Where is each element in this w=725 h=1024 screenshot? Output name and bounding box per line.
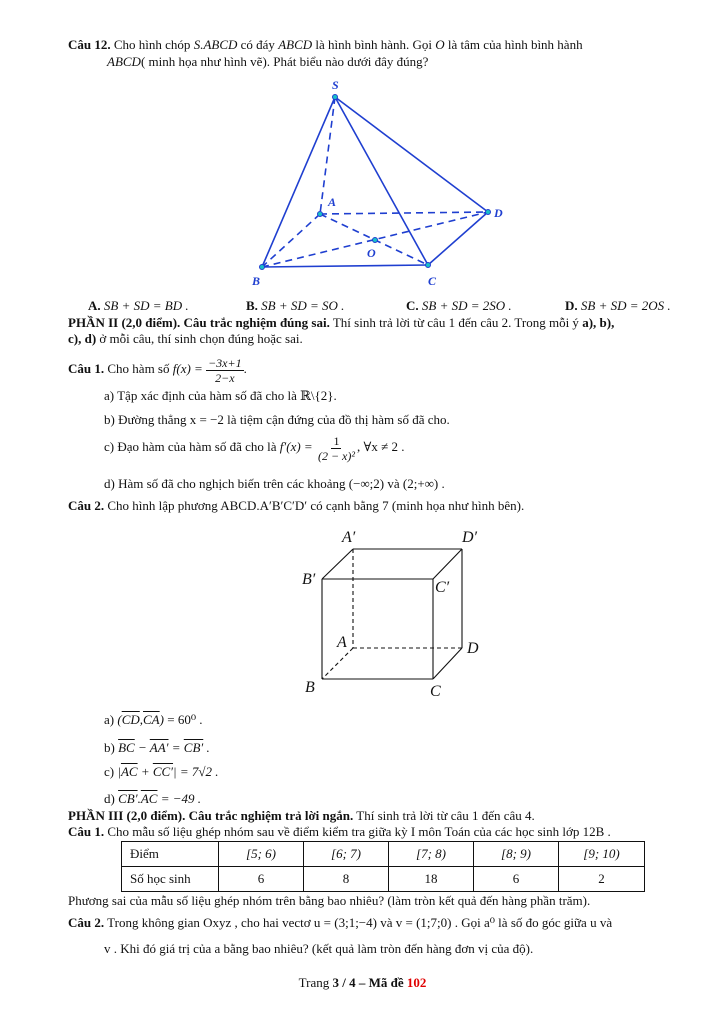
edge-cd [428,212,488,265]
edge-cd [433,648,462,679]
exam-code: 102 [406,975,427,990]
grouped-data-table [121,841,645,892]
edge-sc [335,97,428,265]
part3-q1-question: Phương sai của mẫu số liệu ghép nhóm trên bằng bao nhiêu? (làm tròn kết quả đến hàng phần trăm). [68,893,591,908]
label-o: O [367,246,376,260]
edge-bpap [322,549,353,579]
label-c: C [430,683,441,700]
edge-sd [335,97,488,212]
table-cell: 18 [389,867,474,892]
part2-q2-d: d) $CB'.\overline{AC} = -49$ . [104,791,201,806]
label-b: B [305,679,315,696]
part2-heading: PHẦN II (2,0 điểm). Câu trắc nghiệm đúng sai. Thí sinh trả lời từ câu 1 đến câu 2. Trong mỗi ý a), b), [68,315,615,330]
q12-option-d: D. SB + SD = 2OS . [565,298,671,313]
part2-q2-c: c) $|\overline{AC} + CC'| = 7√2$ . [104,764,219,779]
edge-ab [262,214,320,267]
label-c: C [428,274,437,288]
point-s [333,95,338,100]
fraction: $\frac{-3x+1}{2-x}$ [208,355,242,385]
part3-heading: PHẦN III (2,0 điểm). Câu trắc nghiệm trả lời ngắn. Thí sinh trả lời từ câu 1 đến câu 4. [68,808,535,823]
table-cell: [9; 10) [559,842,645,867]
part2-q1-b: b) Đường thẳng x = −2 là tiệm cận đứng của đồ thị hàm số đã cho. [104,412,450,427]
page-footer: Trang 3 / 4 – Mã đề 102 [298,975,427,990]
part3-q2-line2: v . Khi đó giá trị của a bằng bao nhiêu? (kết quả làm tròn đến hàng đơn vị của độ). [104,941,534,956]
part3-q1-stem: Câu 1. Cho mẫu số liệu ghép nhóm sau về điểm kiểm tra giữa kỳ I môn Toán của các học sinh lớp 12B . [68,824,611,839]
table-cell: 8 [304,867,389,892]
pyramid-figure [240,75,520,290]
point-d [486,210,491,215]
edge-ab [322,648,353,679]
part2-heading-line2: c), d) ở mỗi câu, thí sinh chọn đúng hoặc sai. [68,331,303,346]
label-a: A [337,634,347,651]
q12-option-b: B. SB + SD = SO . [246,298,345,313]
q12-option-c: C. SB + SD = 2SO . [406,298,512,313]
label-b: B [252,274,261,288]
table-header-cell: Số học sinh [122,867,219,892]
label-a: A [328,195,337,209]
part2-q2-stem: Câu 2. Cho hình lập phương ABCD.A′B′C′D′ có cạnh bằng 7 (minh họa như hình bên). [68,498,525,513]
part2-q1-stem: Câu 1. Cho hàm số f(x) = $\frac{-3x+1}{2-x}$ . [68,355,247,385]
table-cell: [6; 7) [304,842,389,867]
cube-figure [296,522,496,702]
table-cell: [8; 9) [474,842,559,867]
part2-q2-b: b) $\overline{BC} - AA' = CB'$ . [104,740,210,755]
point-c [426,263,431,268]
fraction: $\frac{1}{\text{(2 − x)²}}$ [317,433,355,463]
label-bp: B′ [302,571,316,588]
table-row [122,842,645,867]
table-header-cell: Điểm [122,842,219,867]
q12-line2: ABCD( minh họa như hình vẽ). Phát biểu nào dưới đây đúng? [107,54,429,69]
edge-ad [320,212,488,214]
q12-line1: Câu 12. Cho hình chóp S.ABCD có đáy ABCD là hình bình hành. Gọi O là tâm của hình bình hành [68,37,583,52]
label-dp: D′ [462,529,478,546]
table-cell: 6 [474,867,559,892]
label-cp: C′ [435,579,450,596]
label-d: D [494,206,503,220]
table-cell: [5; 6) [219,842,304,867]
label-s: S [332,78,339,92]
table-cell: 2 [559,867,645,892]
edge-bc [262,265,428,267]
part2-q1-c: c) Đạo hàm của hàm số đã cho là f′(x) = $\frac{1}{\text{(2 − x)²}}$ , ∀x ≠ 2 . [104,433,405,463]
label-d: D [467,640,479,657]
table-row [122,867,645,892]
table-cell: [7; 8) [389,842,474,867]
part2-q1-a: a) Tập xác định của hàm số đã cho là ℝ\{2}. [104,388,337,403]
part3-q2-line1: Câu 2. Trong không gian Oxyz , cho hai vectơ u = (3;1;−4) và v = (1;7;0) . Gọi a⁰ là số đo góc giữa u và [68,915,613,930]
label-ap: A′ [342,529,356,546]
point-a [318,212,323,217]
table-cell: 6 [219,867,304,892]
q12-option-a: A. SB + SD = BD . [88,298,189,313]
part2-q1-d: d) Hàm số đã cho nghịch biến trên các khoảng (−∞;2) và (2;+∞) . [104,476,445,491]
edge-cpdp [433,549,462,579]
point-b [260,265,265,270]
part2-q2-a: a) $(\overline{CD},\overline{CA}) = 60^0$ . [104,712,203,727]
point-o [373,238,378,243]
